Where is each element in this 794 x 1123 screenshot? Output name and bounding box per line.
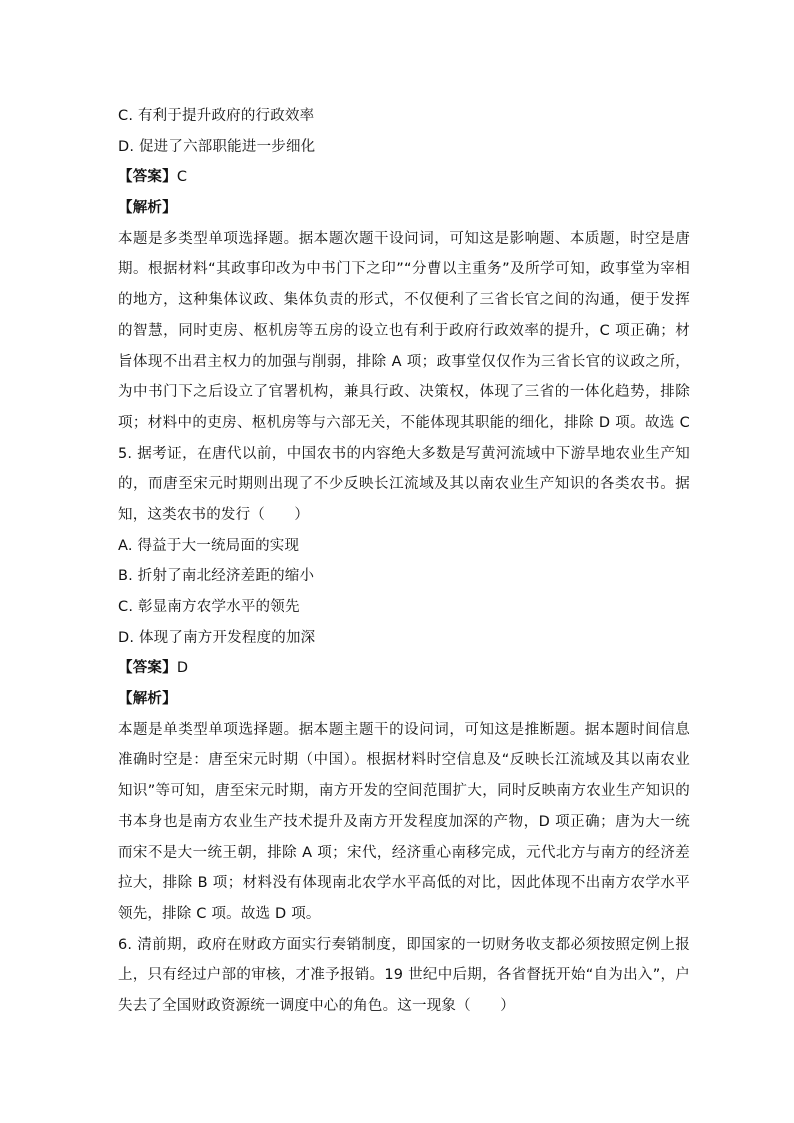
document-page — [118, 101, 690, 1022]
q5-stem-line-1: 5. 据考证，在唐代以前，中国农书的内容绝大多数是写黄河流域中下游旱地农业生产知 — [118, 445, 690, 462]
q4-analysis-line-3: 的地方，这种集体议政、集体负责的形式，不仅便利了三省长官之间的沟通，便于发挥 — [118, 292, 690, 309]
answer-value: C — [176, 169, 188, 186]
q5-analysis-line-1: 本题是单类型单项选择题。据本题主题干的设问词，可知这是推断题。据本题时间信息 — [118, 721, 690, 738]
q5-option-b: B. 折射了南北经济差距的缩小 — [118, 568, 315, 585]
q6-stem-line-2: 上，只有经过户部的审核，才准予报销。19 世纪中后期，各省督抚开始“自为出入”，户 — [118, 967, 690, 984]
q4-analysis-line-4: 的智慧，同时吏房、枢机房等五房的设立也有利于政府行政效率的提升，C 项正确；材 — [118, 322, 690, 339]
q4-answer — [118, 162, 690, 193]
q5-analysis-line-5: 而宋不是大一统王朝，排除 A 项；宋代，经济重心南移完成，元代北方与南方的经济差 — [118, 844, 690, 861]
q5-analysis-line-3: 知识”等可知，唐至宋元时期，南方开发的空间范围扩大，同时反映南方农业生产知识的 — [118, 783, 690, 800]
q5-analysis-line-4: 书本身也是南方农业生产技术提升及南方开发程度加深的产物，D 项正确；唐为大一统 — [118, 813, 690, 830]
q4-analysis-line-5: 旨体现不出君主权力的加强与削弱，排除 A 项；政事堂仅仅作为三省长官的议政之所， — [118, 353, 690, 370]
q5-stem-line-2: 的，而唐至宋元时期则出现了不少反映长江流域及其以南农业生产知识的各类农书。据 — [118, 476, 690, 493]
q4-analysis-line-2: 期。根据材料“其政事印改为中书门下之印”“分曹以主重务”及所学可知，政事堂为宰相 — [118, 261, 690, 278]
q5-analysis-line-6: 拉大，排除 B 项；材料没有体现南北农学水平高低的对比，因此体现不出南方农学水平 — [118, 875, 690, 892]
q6-stem-line-1: 6. 清前期，政府在财政方面实行奏销制度，即国家的一切财务收支都必须按照定例上报 — [118, 936, 690, 953]
answer-label: 【答案】 — [118, 169, 177, 186]
q5-answer — [118, 653, 690, 684]
q5-analysis-line-7: 领先，排除 C 项。故选 D 项。 — [118, 905, 321, 922]
q4-analysis-line-6: 为中书门下之后设立了官署机构，兼具行政、决策权，体现了三省的一体化趋势，排除 — [118, 384, 690, 401]
q4-analysis-label: 【解析】 — [118, 200, 177, 217]
answer-label: 【答案】 — [118, 660, 177, 677]
q5-stem-line-3: 知，这类农书的发行（ ） — [118, 506, 310, 523]
answer-value: D — [176, 660, 189, 677]
q4-option-d: D. 促进了六部职能进一步细化 — [118, 138, 316, 155]
q5-option-c: C. 彰显南方农学水平的领先 — [118, 599, 300, 615]
q5-option-a: A. 得益于大一统局面的实现 — [118, 537, 300, 554]
q4-analysis-line-7: 项；材料中的吏房、枢机房等与六部无关，不能体现其职能的细化，排除 D 项。故选 C — [118, 414, 690, 431]
q4-analysis-line-1: 本题是多类型单项选择题。据本题次题干设问词，可知这是影响题、本质题，时空是唐 — [118, 230, 690, 247]
q4-option-c: C. 有利于提升政府的行政效率 — [118, 108, 315, 124]
q5-analysis-label: 【解析】 — [118, 691, 177, 708]
q5-option-d: D. 体现了南方开发程度的加深 — [118, 629, 316, 646]
q6-stem-line-3: 失去了全国财政资源统一调度中心的角色。这一现象（ ） — [118, 997, 515, 1014]
q5-analysis-line-2: 准确时空是：唐至宋元时期（中国）。根据材料时空信息及“反映长江流域及其以南农业 — [118, 752, 690, 769]
